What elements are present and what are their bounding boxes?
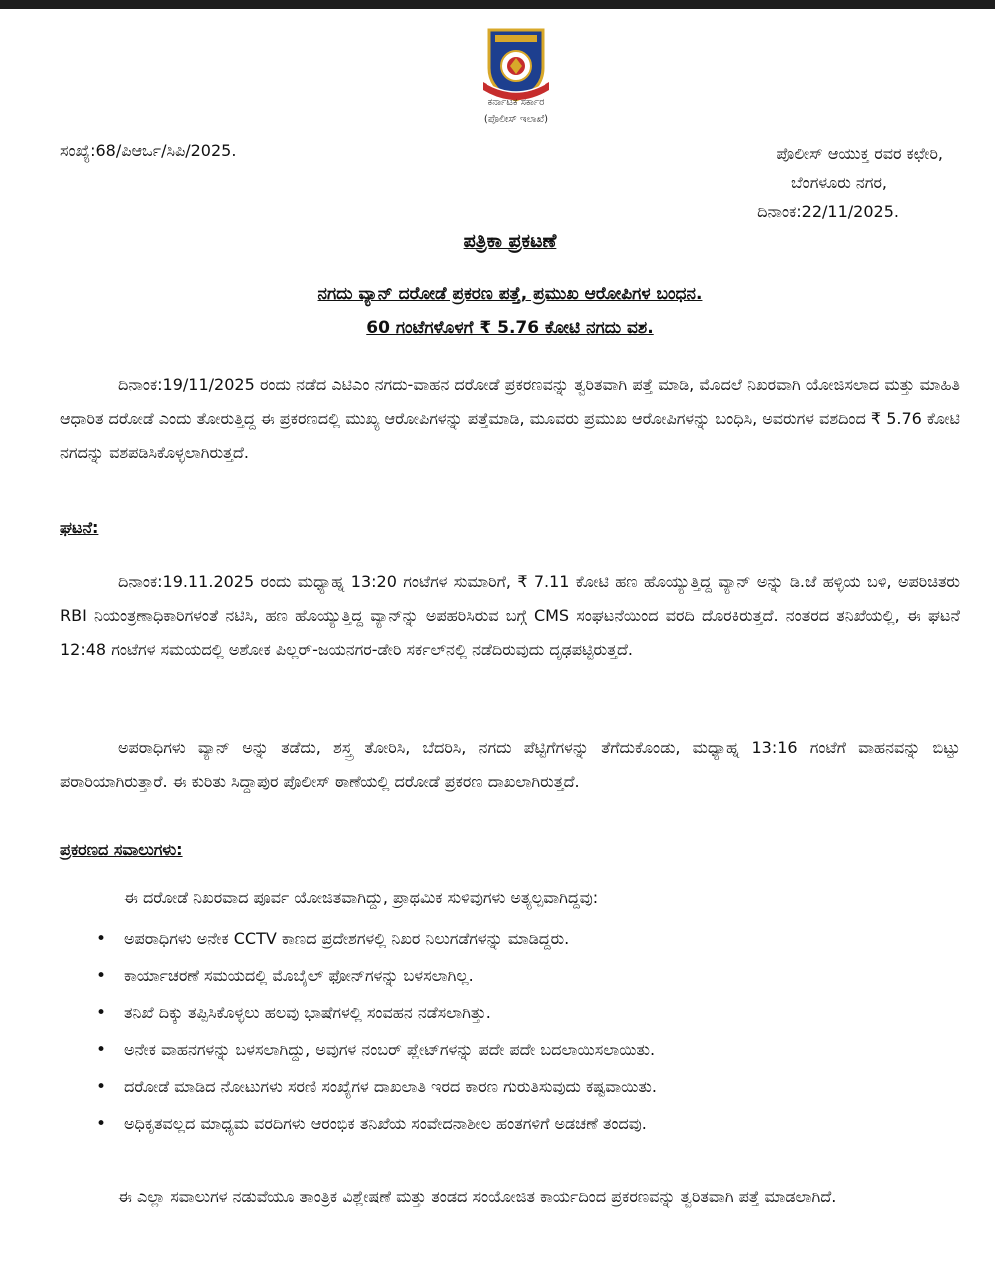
government-name: ಕರ್ನಾಟಕ ಸರ್ಕಾರ	[487, 97, 545, 108]
challenges-heading: ಪ್ರಕರಣದ ಸವಾಲುಗಳು:	[60, 840, 183, 859]
list-item: • ದರೋಡೆ ಮಾಡಿದ ನೋಟುಗಳು ಸರಣಿ ಸಂಖ್ಯೆಗಳ ದಾಖಲಾತಿ ಇರದ ಕಾರಣ ಗುರುತಿಸುವುದು ಕಷ್ಟವಾಯಿತು.	[96, 1072, 960, 1102]
office-name: ಪೊಲೀಸ್ ಆಯುಕ್ತ ರವರ ಕಛೇರಿ,	[776, 144, 943, 163]
office-address-block	[757, 139, 943, 226]
intro-paragraph: ದಿನಾಂಕ:19/11/2025 ರಂದು ನಡೆದ ಎಟಿಎಂ ನಗದು-ವಾಹನ ದರೋಡೆ ಪ್ರಕರಣವನ್ನು ತ್ವರಿತವಾಗಿ ಪತ್ತೆ ಮಾಡಿ, ಮೊದಲೆ ನಿಖರವಾಗಿ ಯೋಜಿಸಲಾದ ಮತ್ತು ಮಾಹಿತಿ ಆಧಾರಿತ ದರೋಡೆ ಎಂದು ತೋರುತ್ತಿದ್ದ ಈ ಪ್ರಕರಣದಲ್ಲಿ ಮುಖ್ಯ ಆರೋಪಿಗಳನ್ನು ಪತ್ತೆಮಾಡಿ, ಮೂವರು ಪ್ರಮುಖ ಆರೋಪಿಗಳನ್ನು ಬಂಧಿಸಿ, ಅವರುಗಳ ವಶದಿಂದ ₹ 5.76 ಕೋಟಿ ನಗದನ್ನು ವಶಪಡಿಸಿಕೊಳ್ಳಲಾಗಿರುತ್ತದೆ.	[60, 375, 961, 462]
headline-line-1: ನಗದು ವ್ಯಾನ್ ದರೋಡೆ ಪ್ರಕರಣ ಪತ್ತೆ, ಪ್ರಮುಖ ಆರೋಪಿಗಳ ಬಂಧನ.	[317, 284, 703, 304]
karnataka-police-emblem-icon	[475, 24, 557, 106]
list-item: • ಅಪರಾಧಿಗಳು ಅನೇಕ CCTV ಕಾಣದ ಪ್ರದೇಶಗಳಲ್ಲಿ ನಿಖರ ನಿಲುಗಡೆಗಳನ್ನು ಮಾಡಿದ್ದರು.	[96, 924, 960, 954]
challenges-intro: ಈ ದರೋಡೆ ನಿಖರವಾದ ಪೂರ್ವ ಯೋಜಿತವಾಗಿದ್ದು, ಪ್ರಾಥಮಿಕ ಸುಳಿವುಗಳು ಅತ್ಯಲ್ಪವಾಗಿದ್ದವು:	[124, 888, 599, 907]
office-city: ಬೆಂಗಳೂರು ನಗರ,	[791, 173, 887, 192]
issue-date: ದಿನಾಂಕ:22/11/2025.	[757, 202, 899, 221]
list-item: • ತನಿಖೆ ದಿಕ್ಕು ತಪ್ಪಿಸಿಕೊಳ್ಳಲು ಹಲವು ಭಾಷೆಗಳಲ್ಲಿ ಸಂವಹನ ನಡೆಸಲಾಗಿತ್ತು.	[96, 998, 960, 1028]
reference-number: ಸಂಖ್ಯೆ:68/ಪಿಆರ್ಒ/ಸಿಪಿ/2025.	[60, 141, 237, 160]
top-status-bar	[0, 0, 995, 9]
list-item: • ಕಾರ್ಯಾಚರಣೆ ಸಮಯದಲ್ಲಿ ಮೊಬೈಲ್ ಫೋನ್‌ಗಳನ್ನು ಬಳಸಲಾಗಿಲ್ಲ.	[96, 961, 960, 991]
list-item: • ಅನೇಕ ವಾಹನಗಳನ್ನು ಬಳಸಲಾಗಿದ್ದು, ಅವುಗಳ ನಂಬರ್ ಪ್ಲೇಟ್‌ಗಳನ್ನು ಪದೇ ಪದೇ ಬದಲಾಯಿಸಲಾಯಿತು.	[96, 1035, 960, 1065]
challenges-list	[96, 924, 960, 1146]
headline-line-2: 60 ಗಂಟೆಗಳೊಳಗೆ ₹ 5.76 ಕೋಟಿ ನಗದು ವಶ.	[366, 318, 654, 338]
incident-heading: ಘಟನೆ:	[60, 518, 99, 537]
incident-paragraph: ದಿನಾಂಕ:19.11.2025 ರಂದು ಮಧ್ಯಾಹ್ನ 13:20 ಗಂಟೆಗಳ ಸುಮಾರಿಗೆ, ₹ 7.11 ಕೋಟಿ ಹಣ ಹೊಯ್ಯುತ್ತಿದ್ದ ವ್ಯಾನ್ ಅನ್ನು ಡಿ.ಜೆ ಹಳ್ಳಿಯ ಬಳಿ, ಅಪರಿಚಿತರು RBI ನಿಯಂತ್ರಣಾಧಿಕಾರಿಗಳಂತೆ ನಟಿಸಿ, ಹಣ ಹೊಯ್ಯುತ್ತಿದ್ದ ವ್ಯಾನ್‌ನ್ನು ಅಪಹರಿಸಿರುವ ಬಗ್ಗೆ CMS ಸಂಘಟನೆಯಿಂದ ವರದಿ ದೊರಕಿರುತ್ತದೆ. ನಂತರದ ತನಿಖೆಯಲ್ಲಿ, ಈ ಘಟನೆ 12:48 ಗಂಟೆಗಳ ಸಮಯದಲ್ಲಿ ಅಶೋಕ ಪಿಲ್ಲರ್-ಜಯನಗರ-ಡೇರಿ ಸರ್ಕಲ್‌ನಲ್ಲಿ ನಡೆದಿರುವುದು ದೃಢಪಟ್ಟಿರುತ್ತದೆ.	[60, 572, 960, 659]
press-release-heading: ಪತ್ರಿಕಾ ಪ್ರಕಟಣೆ	[463, 230, 557, 252]
department-name: (ಪೊಲೀಸ್ ಇಲಾಖೆ)	[483, 114, 549, 125]
closing-paragraph: ಈ ಎಲ್ಲಾ ಸವಾಲುಗಳ ನಡುವೆಯೂ ತಾಂತ್ರಿಕ ವಿಶ್ಲೇಷಣೆ ಮತ್ತು ತಂಡದ ಸಂಯೋಜಿತ ಕಾರ್ಯದಿಂದ ಪ್ರಕರಣವನ್ನು ತ್ವರಿತವಾಗಿ ಪತ್ತೆ ಮಾಡಲಾಗಿದೆ.	[118, 1187, 837, 1206]
list-item: • ಅಧಿಕೃತವಲ್ಲದ ಮಾಧ್ಯಮ ವರದಿಗಳು ಆರಂಭಿಕ ತನಿಖೆಯ ಸಂವೇದನಾಶೀಲ ಹಂತಗಳಿಗೆ ಅಡಚಣೆ ತಂದವು.	[96, 1109, 960, 1139]
incident-paragraph-2: ಅಪರಾಧಿಗಳು ವ್ಯಾನ್ ಅನ್ನು ತಡೆದು, ಶಸ್ತ್ರ ತೋರಿಸಿ, ಬೆದರಿಸಿ, ನಗದು ಪೆಟ್ಟಿಗೆಗಳನ್ನು ತೆಗೆದುಕೊಂಡು, ಮಧ್ಯಾಹ್ನ 13:16 ಗಂಟೆಗೆ ವಾಹನವನ್ನು ಬಿಟ್ಟು ಪರಾರಿಯಾಗಿರುತ್ತಾರೆ. ಈ ಕುರಿತು ಸಿದ್ದಾಪುರ ಪೊಲೀಸ್ ಠಾಣೆಯಲ್ಲಿ ದರೋಡೆ ಪ್ರಕರಣ ದಾಖಲಾಗಿರುತ್ತದೆ.	[60, 738, 960, 791]
